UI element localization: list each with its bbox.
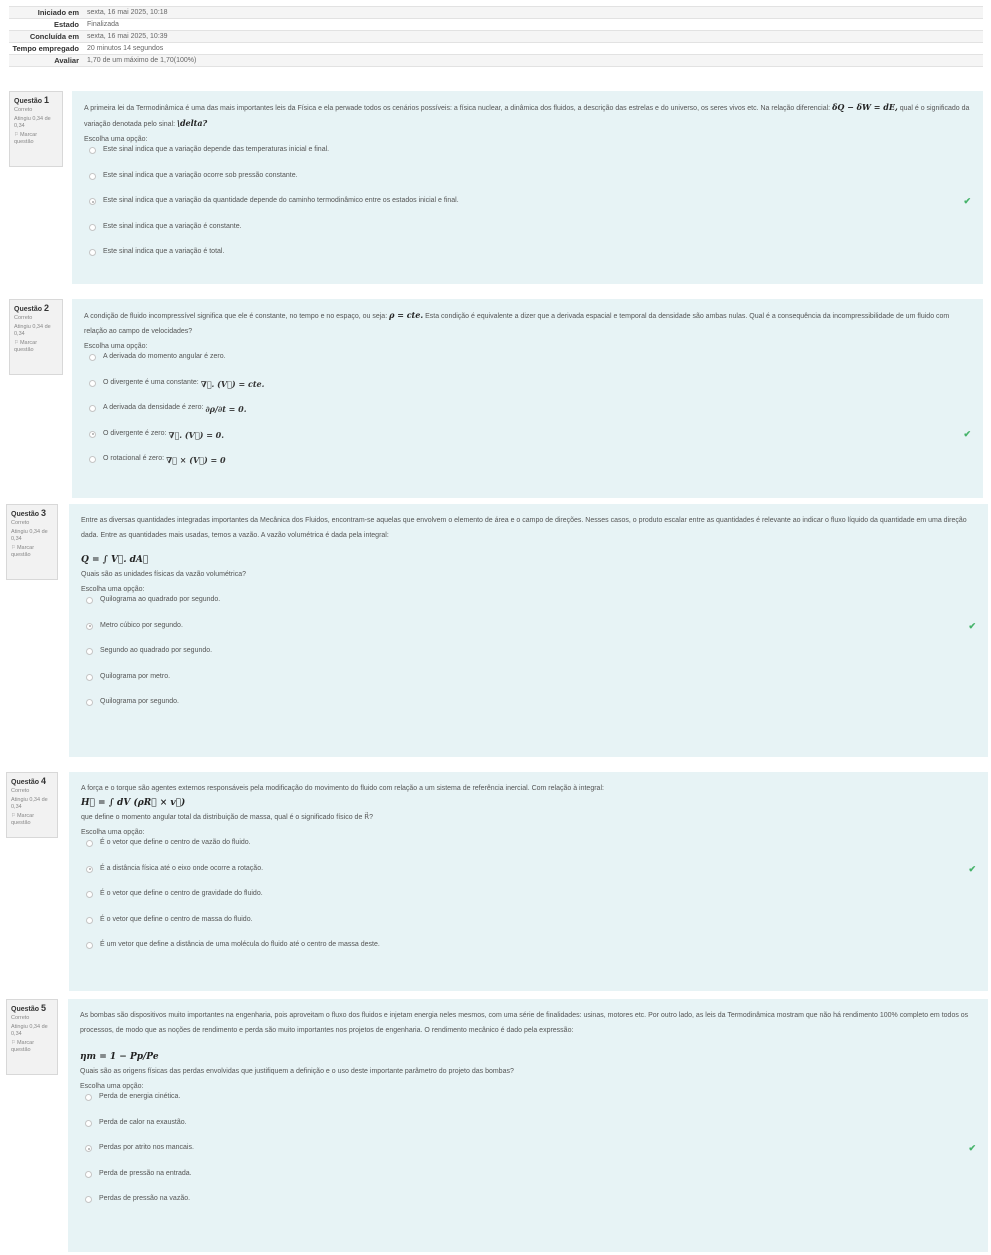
flag-label: Marcar questão <box>11 545 35 558</box>
question-text-after: Quais são as unidades físicas da vazão volumétrica? <box>81 571 246 578</box>
flag-question-link[interactable] <box>14 340 58 354</box>
radio-button[interactable] <box>86 623 93 630</box>
radio-button[interactable] <box>89 456 96 463</box>
answer-option[interactable] <box>84 146 971 172</box>
radio-button[interactable] <box>86 891 93 898</box>
answer-options <box>81 596 976 724</box>
option-label: Este sinal indica que a variação da quantidade depende do caminho termodinâmico entre os estados inicial e final. <box>103 197 459 204</box>
correct-check-icon: ✔ <box>963 196 971 206</box>
question-info <box>6 504 58 580</box>
option-label: É a distância física até o eixo onde ocorre a rotação. <box>100 864 264 872</box>
flag-icon: ⚐ <box>14 340 19 346</box>
question-number-value: 2 <box>43 303 49 313</box>
question-prefix: Questão <box>14 98 43 105</box>
correct-check-icon: ✔ <box>968 620 976 631</box>
question-number <box>14 303 58 313</box>
option-label: Perda de pressão na entrada. <box>99 1169 192 1177</box>
radio-button[interactable] <box>89 173 96 180</box>
summary-label: Iniciado em <box>37 8 79 17</box>
summary-row-started <box>9 7 983 19</box>
answer-option[interactable] <box>84 248 971 274</box>
choose-option-label: Escolha uma opção: <box>84 136 148 143</box>
radio-button[interactable] <box>89 380 96 387</box>
question-prefix: Questão <box>11 1006 40 1013</box>
radio-button[interactable] <box>89 431 96 438</box>
option-label: Quilograma por segundo. <box>100 698 179 705</box>
question-prefix: Questão <box>14 306 43 313</box>
radio-button[interactable] <box>85 1120 92 1127</box>
attempt-summary-table <box>9 6 983 67</box>
answer-option[interactable] <box>81 916 976 942</box>
answer-option[interactable] <box>80 1144 976 1170</box>
question-grade: Atingiu 0,34 de 0,34 <box>11 1024 48 1037</box>
option-label: Este sinal indica que a variação é total. <box>103 248 225 255</box>
option-label: Este sinal indica que a variação depende das temperaturas inicial e final. <box>103 146 330 153</box>
flag-question-link[interactable] <box>11 545 53 559</box>
question-formula: Q = ∫ V⃗. dA⃗ <box>81 555 149 565</box>
question-prefix: Questão <box>11 779 40 786</box>
choose-option-label: Escolha uma opção: <box>81 586 145 593</box>
flag-icon: ⚐ <box>11 1040 16 1046</box>
question-text-part: Entre as diversas quantidades integradas importantes da Mecânica dos Fluidos, encontram-se aquelas que envolvem o elemento de área e o campo de direções. Nesses casos, o produto escalar entre as quantidades é relevante ao indicar o fluxo líquido da quantidade em uma direção dada. Entre as quantidades mais usadas, temos a vazão. A vazão volumétrica é dada pela integral: <box>81 517 967 539</box>
option-math: ∇⃗. (V⃗) = 0. <box>168 429 225 440</box>
answer-option[interactable] <box>84 172 971 198</box>
flag-question-link[interactable] <box>11 813 53 827</box>
radio-button[interactable] <box>86 699 93 706</box>
radio-button[interactable] <box>89 249 96 256</box>
option-label: O divergente é zero: <box>103 429 167 437</box>
question-number-value: 3 <box>40 508 46 518</box>
option-label: A derivada da densidade é zero: <box>103 404 204 411</box>
answer-option[interactable] <box>84 223 971 249</box>
question-state: Correto <box>11 1015 30 1021</box>
question-number-value: 4 <box>40 776 46 786</box>
answer-options <box>81 839 976 967</box>
summary-value: 1,70 de um máximo de 1,70(100%) <box>87 57 197 64</box>
answer-option[interactable] <box>84 379 971 405</box>
radio-button[interactable] <box>89 354 96 361</box>
option-label: Perdas de pressão na vazão. <box>99 1195 191 1202</box>
summary-row-time <box>9 43 983 55</box>
option-label: É o vetor que define o centro de massa do fluido. <box>100 915 253 923</box>
flag-label: Marcar questão <box>11 813 35 826</box>
question-text-part: Esta condição é equivalente a dizer que a derivada espacial e temporal da densidade são ambas nulas. Qual é a consequência da incompressibilidade de um fluido com relação ao campo de velocidades? <box>84 313 950 335</box>
flag-label: Marcar questão <box>11 1040 35 1053</box>
question-text <box>80 1008 976 1038</box>
correct-check-icon: ✔ <box>963 428 971 439</box>
choose-option-label: Escolha uma opção: <box>84 343 148 350</box>
radio-button[interactable] <box>85 1171 92 1178</box>
answer-option[interactable] <box>84 430 971 456</box>
answer-option[interactable] <box>84 404 971 430</box>
summary-value: Finalizada <box>87 21 119 28</box>
answer-options <box>84 146 971 274</box>
radio-button[interactable] <box>85 1145 92 1152</box>
option-label: O rotacional é zero: <box>103 455 165 462</box>
inline-math: ρ = cte. <box>389 310 424 320</box>
radio-button[interactable] <box>85 1094 92 1101</box>
radio-button[interactable] <box>89 147 96 154</box>
answer-option[interactable] <box>84 455 971 481</box>
question-grade: Atingiu 0,34 de 0,34 <box>11 797 48 810</box>
option-label: Perda de calor na exaustão. <box>99 1118 187 1126</box>
inline-math: δQ − δW = dE, <box>832 102 898 112</box>
question-formula: H⃗ = ∫ dV (ρR⃗ × v⃗) <box>81 798 186 808</box>
question-number-value: 1 <box>43 95 49 105</box>
answer-options <box>84 353 971 481</box>
summary-label: Avaliar <box>54 56 79 65</box>
flag-label: Marcar questão <box>14 340 38 353</box>
question-prefix: Questão <box>11 511 40 518</box>
option-label: A derivada do momento angular é zero. <box>103 353 226 360</box>
question-info <box>6 999 58 1075</box>
question-text-after: que define o momento angular total da distribuição de massa, qual é o significado físico de R⃗? <box>81 814 374 821</box>
question-number <box>11 1003 53 1013</box>
option-label: É o vetor que define o centro de gravidade do fluido. <box>100 890 263 897</box>
question-grade: Atingiu 0,34 de 0,34 <box>14 116 51 129</box>
answer-option[interactable] <box>80 1093 976 1119</box>
option-label: Segundo ao quadrado por segundo. <box>100 647 213 654</box>
question-text-part: A condição de fluido incompressível significa que ele é constante, no tempo e no espaço, ou seja: <box>84 313 388 320</box>
summary-label: Estado <box>53 20 79 29</box>
flag-icon: ⚐ <box>11 545 16 551</box>
answer-option[interactable] <box>84 197 971 223</box>
radio-button[interactable] <box>89 198 96 205</box>
option-label: É o vetor que define o centro de vazão do fluido. <box>100 839 251 846</box>
answer-option[interactable] <box>81 647 976 673</box>
question-content <box>72 91 983 284</box>
question-text-part: qual é o significado da variação denotada pelo sinal: <box>84 105 970 128</box>
correct-check-icon: ✔ <box>968 863 976 874</box>
question-number-value: 5 <box>40 1003 46 1013</box>
question-content <box>72 299 983 498</box>
question-formula: ηm = 1 − Pp/Pe <box>80 1052 159 1062</box>
question-text <box>81 513 976 543</box>
question-number <box>11 508 53 518</box>
question-state: Correto <box>11 788 30 794</box>
flag-question-link[interactable] <box>14 132 58 146</box>
question-text-part: A primeira lei da Termodinâmica é uma das mais importantes leis da Física e ela perwade todos os cenários possíveis: a física nuclear, a dinâmica dos fluidos, a descrição das estrelas e do universo, os seres vivos etc. Na relação diferencial: <box>84 105 831 112</box>
question-text <box>81 781 976 796</box>
summary-value: sexta, 16 mai 2025, 10:39 <box>87 33 168 40</box>
radio-button[interactable] <box>86 597 93 604</box>
question-content <box>68 999 988 1252</box>
question-text-part: A força e o torque são agentes externos responsáveis pela modificação do movimento do fluido com relação a um sistema de referência inercial. Com relação à integral: <box>81 785 604 792</box>
inline-math: \delta? <box>177 118 208 128</box>
question-state: Correto <box>14 315 33 321</box>
radio-button[interactable] <box>86 866 93 873</box>
radio-button[interactable] <box>86 840 93 847</box>
question-number <box>14 95 58 105</box>
flag-icon: ⚐ <box>11 813 16 819</box>
option-label: O divergente é uma constante: <box>103 378 199 386</box>
question-grade: Atingiu 0,34 de 0,34 <box>14 324 51 337</box>
answer-option[interactable] <box>80 1195 976 1221</box>
answer-option[interactable] <box>81 839 976 865</box>
option-label: Quilograma por metro. <box>100 672 171 680</box>
question-text <box>84 100 971 132</box>
question-text-part: As bombas são dispositivos muito importantes na engenharia, pois aproveitam o fluxo dos fluidos e injetam energia neles mesmos, com uma série de finalidades: usinas, motores etc. Por outro lado, as leis da Termodinâmica mostram que não há rendimento 100% completo em todos os processos, de modo que as noções de rendimento e perda são muito importantes nos projetos de engenharia. O rendimento mecânico é dado pela expressão: <box>80 1012 969 1034</box>
option-label: Este sinal indica que a variação é constante. <box>103 222 242 230</box>
option-label: É um vetor que define a distância de uma molécula do fluido até o centro de massa deste. <box>100 941 380 948</box>
question-text <box>84 308 971 339</box>
answer-option[interactable] <box>80 1170 976 1196</box>
question-text-after: Quais são as origens físicas das perdas envolvidas que justifiquem a definição e o uso deste importante parâmetro do projeto das bombas? <box>80 1068 514 1075</box>
choose-option-label: Escolha uma opção: <box>81 829 145 836</box>
answer-option[interactable] <box>84 353 971 379</box>
question-number <box>11 776 53 786</box>
flag-icon: ⚐ <box>14 132 19 138</box>
option-label: Perda de energia cinética. <box>99 1093 181 1100</box>
question-grade: Atingiu 0,34 de 0,34 <box>11 529 48 542</box>
flag-label: Marcar questão <box>14 132 38 145</box>
summary-label: Concluída em <box>29 32 79 41</box>
correct-check-icon: ✔ <box>968 1143 976 1153</box>
radio-button[interactable] <box>89 405 96 412</box>
summary-row-state <box>9 19 983 31</box>
option-label: Perdas por atrito nos mancais. <box>99 1144 194 1151</box>
radio-button[interactable] <box>86 674 93 681</box>
question-info <box>9 299 63 375</box>
question-info <box>9 91 63 167</box>
answer-option[interactable] <box>81 622 976 648</box>
question-info <box>6 772 58 838</box>
option-label: Quilograma ao quadrado por segundo. <box>100 596 221 603</box>
summary-row-grade <box>9 55 983 67</box>
summary-value: sexta, 16 mai 2025, 10:18 <box>87 9 168 16</box>
answer-option[interactable] <box>81 865 976 891</box>
option-label: Este sinal indica que a variação ocorre sob pressão constante. <box>103 171 298 179</box>
summary-label: Tempo empregado <box>12 44 79 53</box>
radio-button[interactable] <box>85 1196 92 1203</box>
question-state: Correto <box>14 107 33 113</box>
flag-question-link[interactable] <box>11 1040 53 1054</box>
option-math: ∇⃗. (V⃗) = cte. <box>200 378 265 389</box>
choose-option-label: Escolha uma opção: <box>80 1083 144 1090</box>
radio-button[interactable] <box>86 942 93 949</box>
answer-options <box>80 1093 976 1221</box>
option-math: ∂ρ/∂t = 0. <box>205 404 247 414</box>
summary-value: 20 minutos 14 segundos <box>87 45 164 52</box>
answer-option[interactable] <box>81 596 976 622</box>
answer-option[interactable] <box>81 698 976 724</box>
question-content <box>69 772 988 991</box>
radio-button[interactable] <box>86 648 93 655</box>
radio-button[interactable] <box>86 917 93 924</box>
answer-option[interactable] <box>80 1119 976 1145</box>
summary-row-completed <box>9 31 983 43</box>
answer-option[interactable] <box>81 941 976 967</box>
question-state: Correto <box>11 520 30 526</box>
answer-option[interactable] <box>81 673 976 699</box>
option-label: Metro cúbico por segundo. <box>100 621 183 629</box>
question-content <box>69 504 988 757</box>
option-math: ∇⃗ × (V⃗) = 0 <box>166 455 226 465</box>
radio-button[interactable] <box>89 224 96 231</box>
answer-option[interactable] <box>81 890 976 916</box>
